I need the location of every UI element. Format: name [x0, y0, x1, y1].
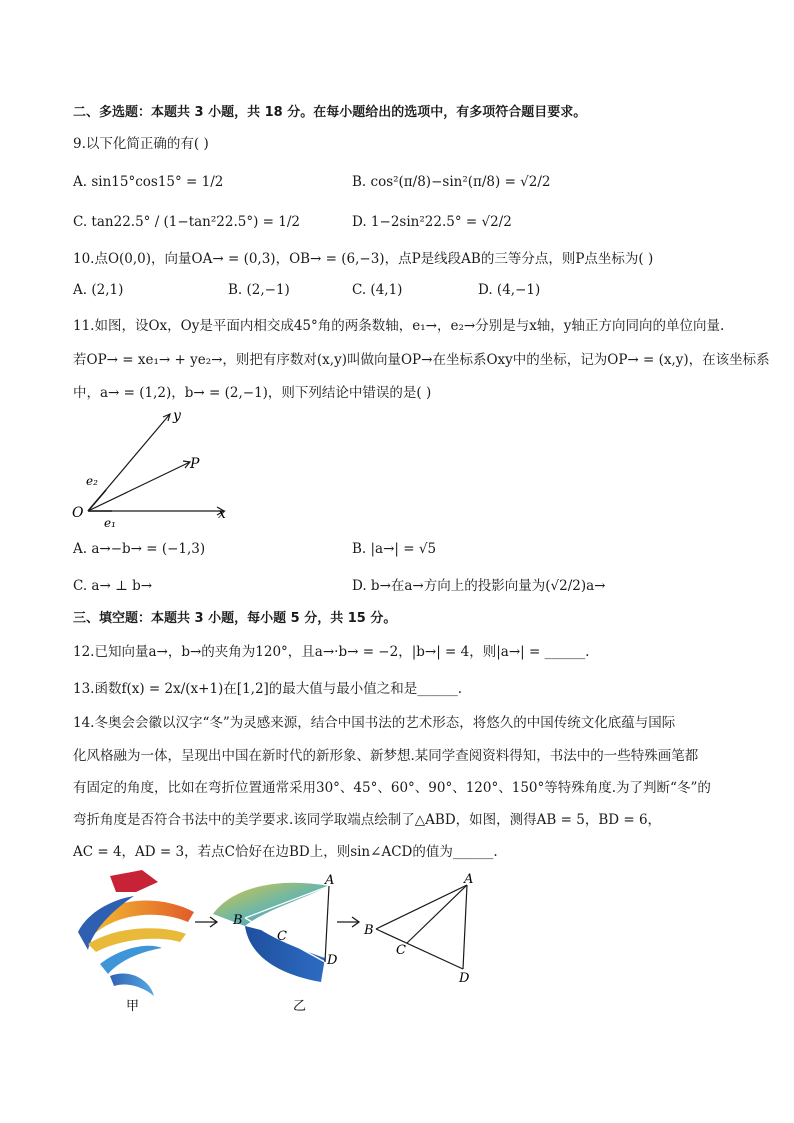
question-9-option-c: C. tan22.5° / (1−tan²22.5°) = 1/2 — [73, 214, 300, 230]
segment-ad — [325, 886, 329, 962]
question-14-line-5: AC = 4，AD = 3，若点C恰好在边BD上，则sin∠ACD的值为______. — [73, 844, 498, 860]
question-14-line-4: 弯折角度是否符合书法中的美学要求.该同学取端点绘制了△ABD，如图，测得AB = 5，BD = 6， — [73, 812, 662, 828]
question-9-option-b: B. cos²(π/8)−sin²(π/8) = √2/2 — [352, 174, 551, 190]
question-14-line-1: 14.冬奥会会徽以汉字“冬”为灵感来源，结合中国书法的艺术形态，将悠久的中国传统文化底蕴与国际 — [73, 715, 676, 731]
question-11-line-3: 中，a→ = (1,2)，b→ = (2,−1)，则下列结论中错误的是( ) — [73, 385, 432, 401]
question-11-line-2: 若OP→ = xe₁→ + ye₂→，则把有序数对(x,y)叫做向量OP→在坐标系Oxy中的坐标，记为OP→ = (x,y)，在该坐标系 — [73, 352, 770, 368]
label-c: C — [277, 929, 287, 944]
side-ab — [376, 885, 467, 929]
question-13-stem: 13.函数f(x) = 2x/(x+1)在[1,2]的最大值与最小值之和是______. — [73, 681, 463, 697]
question-11-option-a: A. a→−b→ = (−1,3) — [73, 541, 206, 557]
label-d: D — [459, 971, 470, 986]
brush-stroke-triangle-figure — [205, 870, 345, 1015]
section-heading-multiple-choice: 二、多选题：本题共 3 小题，共 18 分。在每小题给出的选项中，有多项符合题目要求。 — [73, 105, 587, 120]
label-y: y — [173, 408, 181, 424]
label-e2: e₂ — [86, 474, 98, 488]
question-11-option-c: C. a→ ⊥ b→ — [73, 578, 153, 594]
label-x: x — [218, 506, 226, 522]
side-bd — [376, 929, 463, 969]
question-10-option-c: C. (4,1) — [352, 282, 403, 298]
oblique-coordinate-figure — [66, 400, 241, 535]
question-11-option-b: B. |a→| = √5 — [352, 541, 437, 557]
question-11-option-d: D. b→在a→方向上的投影向量为(√2/2)a→ — [352, 578, 606, 594]
emblem-dark-tail — [110, 973, 154, 996]
question-11-line-1: 11.如图，设Ox，Oy是平面内相交成45°角的两条数轴，e₁→，e₂→分别是与x轴，y轴正方向同向的单位向量. — [73, 318, 725, 334]
triangle-abd-figure — [360, 872, 485, 987]
emblem-lightblue-stroke — [100, 946, 162, 974]
label-c: C — [396, 943, 406, 958]
section-heading-fill-in: 三、填空题：本题共 3 小题，每小题 5 分，共 15 分。 — [73, 611, 397, 626]
question-10-option-d: D. (4,−1) — [478, 282, 541, 298]
question-10-option-a: A. (2,1) — [73, 282, 124, 298]
label-a: A — [325, 873, 335, 888]
label-o: O — [72, 505, 84, 521]
emblem-red-stroke — [110, 870, 158, 892]
question-12-stem: 12.已知向量a→，b→的夹角为120°，且a→·b→ = −2，|b→| = 4，则|a→| = ______. — [73, 644, 590, 660]
segment-ac — [407, 885, 467, 943]
question-9-option-d: D. 1−2sin²22.5° = √2/2 — [352, 214, 512, 230]
unit-vector-e2 — [88, 490, 106, 511]
label-e1: e₁ — [104, 516, 116, 530]
question-10-stem: 10.点O(0,0)，向量OA→ = (0,3)，OB→ = (6,−3)，点P是线段AB的三等分点，则P点坐标为( ) — [73, 251, 654, 267]
figure-label-jia: 甲 — [126, 999, 140, 1013]
question-9-option-a: A. sin15°cos15° = 1/2 — [73, 174, 224, 190]
label-d: D — [327, 953, 338, 968]
label-b: B — [364, 923, 374, 938]
question-9-stem: 9.以下化简正确的有( ) — [73, 136, 209, 152]
question-14-line-3: 有固定的角度，比如在弯折位置通常采用30°、45°、60°、90°、120°、150°等特殊角度.为了判断“冬”的 — [73, 780, 711, 796]
side-ad — [463, 885, 467, 969]
figure-label-yi: 乙 — [293, 999, 307, 1014]
label-a: A — [464, 872, 474, 887]
winter-olympics-emblem-figure — [70, 868, 200, 1013]
question-10-option-b: B. (2,−1) — [228, 282, 290, 298]
label-b: B — [233, 913, 243, 928]
vector-op-line — [88, 462, 190, 511]
label-p: P — [190, 456, 200, 472]
question-14-line-2: 化风格融为一体，呈现出中国在新时代的新形象、新梦想.某同学查阅资料得知，书法中的一些特殊画笔都 — [73, 748, 699, 764]
